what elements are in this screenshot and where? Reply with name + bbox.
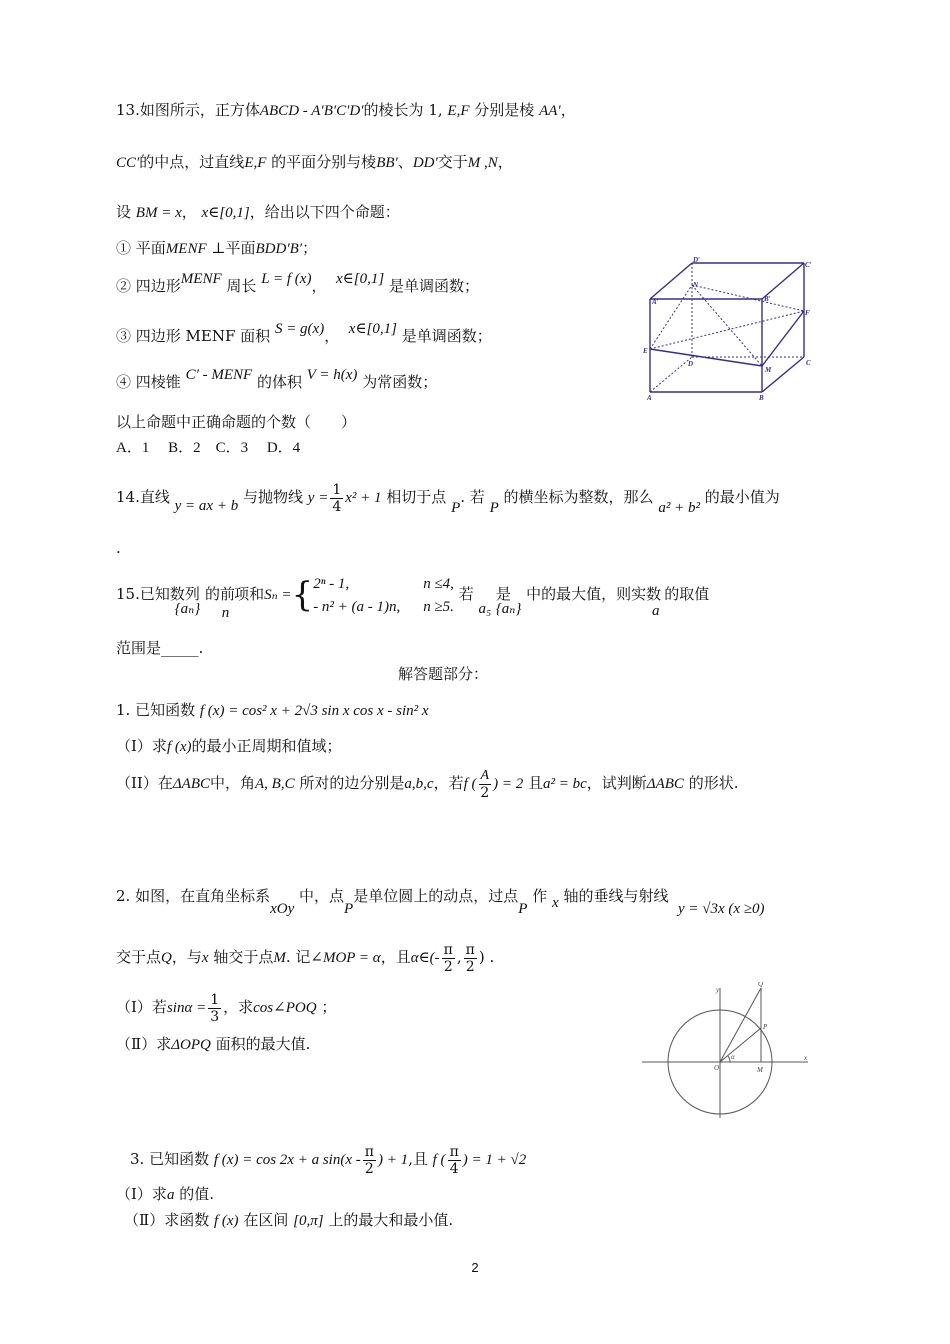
s1-text: ，若 (433, 774, 464, 792)
q13-math: L = f (x) (261, 271, 312, 287)
cube-label: M (765, 366, 772, 374)
s1-text: 的最小正周期和值域； (191, 737, 342, 755)
q13-text: ， (311, 277, 327, 295)
s3-math: ) = 1 + √2 (462, 1152, 527, 1168)
fraction-numerator: π (443, 941, 453, 958)
cube-label: C (806, 359, 811, 367)
s2-text: 是单位圆上的动点，过点 (353, 887, 519, 905)
axis-label: y (716, 986, 720, 994)
s1-math: ) = 2 (493, 776, 524, 792)
s2-math: ΔOPQ (171, 1037, 211, 1053)
fraction-numerator: A (480, 767, 490, 783)
s1-text: 且 (527, 774, 543, 792)
q15-text: 若 (458, 585, 474, 603)
q13-line3 (116, 202, 400, 223)
q14-math: P (451, 500, 461, 516)
s2-text: 作 (532, 887, 548, 905)
q13-text: 为常函数； (362, 373, 438, 391)
fraction-numerator: π (364, 1143, 374, 1160)
s1-math: ΔABC (646, 776, 684, 792)
s3-math: [0,π] (293, 1213, 324, 1229)
s3-text: 3. 已知函数 (130, 1150, 210, 1168)
s2-text: 交于点 (116, 948, 162, 966)
q14-text: 的最小值为 (704, 488, 780, 506)
s1-text: 的形状. (688, 774, 739, 792)
s2-math: Q (161, 950, 172, 966)
fraction-denominator: 2 (364, 1160, 374, 1177)
q13-math: M ,N (467, 155, 498, 171)
s3-math: a (166, 1187, 175, 1203)
s1-math: f (x) (166, 739, 192, 755)
q13-math: BM = x (135, 205, 182, 221)
case-cond: n ≤4, (423, 576, 454, 592)
q13-prop3 (116, 318, 492, 345)
q14-blank: . (116, 539, 121, 557)
q13-math: MENF (165, 241, 207, 257)
q13-math: V = h(x) (306, 367, 358, 383)
s1-math: A, B,C (255, 776, 295, 792)
q13-math: E,F (447, 103, 470, 119)
s3-text: （Ⅱ）求函数 (124, 1211, 210, 1229)
s2-part1 (116, 988, 336, 1027)
s2-math: ) . (478, 948, 495, 966)
s3-text: ,且 (408, 1150, 428, 1168)
angle-label: α (731, 1053, 735, 1061)
s2-text: ，且 (380, 948, 411, 966)
s1-math: f ( (463, 776, 477, 792)
s1-part1 (116, 736, 342, 757)
s2-text: 2. 如图，在直角坐标系 (116, 887, 271, 905)
s3-math: f ( (432, 1152, 446, 1168)
q15-text: 是 (496, 585, 512, 603)
fraction-numerator: π (465, 941, 475, 958)
q13-prop4 (116, 364, 438, 391)
s2-math: y = √3x (x ≥0) (678, 901, 765, 917)
s2-text: ，求 (223, 998, 254, 1016)
q15-text: 15.已知数列 (116, 585, 200, 603)
cube-label: C′ (805, 261, 812, 269)
fraction (442, 942, 455, 975)
s2-math: sinα = (166, 1000, 207, 1016)
case-expr: - n² + (a - 1)n, (313, 599, 401, 615)
s2-math: P (518, 901, 528, 917)
q15-text: 的前 (205, 585, 236, 603)
s2-math: P (344, 901, 354, 917)
q13-math: x∈[0,1] (336, 271, 385, 287)
s1-text: 中，角 (210, 774, 256, 792)
case-cond: n ≥5. (423, 599, 454, 615)
q13-text: 周长 (226, 277, 257, 295)
s2-text: ，与 (171, 948, 202, 966)
s2-text: （Ⅰ）若 (116, 998, 167, 1016)
fraction-denominator: 4 (449, 1160, 459, 1177)
q13-text: ① 平面 (116, 239, 166, 257)
q13-math: AA′ (539, 103, 561, 119)
q13-math: S = g(x) (274, 321, 325, 337)
q14-text: 14.直线 (116, 488, 170, 506)
q13-text: ， (560, 101, 576, 119)
point-label: M (757, 1066, 763, 1074)
q13-math: BB′ (376, 155, 398, 171)
fraction-denominator: 3 (210, 1008, 220, 1025)
q13-math: MENF (180, 271, 222, 287)
s3-math: ) + 1 (377, 1152, 409, 1168)
q13-text: ； (302, 239, 318, 257)
fraction (479, 768, 492, 801)
point-label: Q (758, 982, 764, 988)
q13-text: 13.如图所示，正方体 (116, 101, 260, 119)
fraction (464, 942, 477, 975)
q13-text: 交于 (437, 153, 468, 171)
page-number: 2 (471, 1260, 479, 1275)
s2-part2 (116, 1034, 310, 1055)
fraction-numerator: 1 (210, 991, 220, 1008)
s1-math: f (x) = cos² x + 2√3 sin x cos x - sin² x (199, 703, 429, 719)
s1-text: 1. 已知函数 (116, 701, 196, 719)
s2-math: , (456, 948, 462, 966)
q15-text: 中的最大值，则实数 (526, 585, 662, 603)
q13-math: ABCD - A′B′C′D′ (259, 103, 364, 119)
q13-text: ⊥平面 (211, 239, 256, 257)
s2-text: . 记 (285, 948, 311, 966)
s2-text: 中，点 (299, 887, 345, 905)
unit-circle-figure (636, 982, 816, 1122)
q13-text: 是单调函数； (401, 327, 492, 345)
s2-text: 轴的垂线与射线 (563, 887, 669, 905)
s1-line (116, 700, 429, 721)
q13-text: ② 四边形 (116, 277, 181, 295)
s1-math: ΔABC (172, 776, 210, 792)
q15-line (116, 566, 709, 623)
s2-text: ； (321, 998, 337, 1016)
s1-text: （II）在 (116, 774, 173, 792)
cube-label: D (688, 360, 694, 368)
q15-math: n (221, 605, 230, 621)
fraction-denominator: 4 (332, 498, 342, 515)
point-label: P (763, 1023, 768, 1031)
s3-part2 (124, 1210, 453, 1231)
q15-math: a₅ (478, 601, 492, 617)
q13-math: E,F (244, 155, 267, 171)
s2-text: 面积的最大值. (215, 1035, 311, 1053)
q13-text: 分别是棱 (474, 101, 535, 119)
s1-text: （I）求 (116, 737, 167, 755)
q14-math: P (489, 500, 499, 516)
s2-text: 轴交于点 (213, 948, 274, 966)
s3-text: 在区间 (243, 1211, 289, 1229)
q13-prop2 (116, 268, 479, 295)
s3-text: （Ⅰ）求 (116, 1185, 167, 1203)
q14-math: a² + b² (658, 500, 700, 516)
fraction (330, 482, 343, 515)
s2-math: α∈(- (410, 950, 440, 966)
s1-math: a,b,c (404, 776, 434, 792)
q15-math: Sₙ = (264, 587, 292, 603)
q13-math: DD′ (412, 155, 438, 171)
cube-label: E (643, 347, 648, 355)
cube-label: B′ (764, 295, 771, 303)
q15-text: 的取值 (664, 585, 710, 603)
s2-math: x (201, 950, 209, 966)
q13-options: A．1 B．2 C．3 D．4 (116, 440, 301, 456)
s3-math: f (x) = cos 2x + a sin(x - (213, 1152, 361, 1168)
q14-text: . 若 (460, 488, 485, 506)
fraction-denominator: 2 (443, 958, 453, 975)
cube-label: D′ (693, 256, 701, 264)
q14-math: x² + 1 (345, 490, 382, 506)
q13-math: C′ - MENF (185, 367, 253, 383)
q13-text: ③ 四边形 MENF 面积 (116, 327, 271, 345)
s2-math: ∠MOP = α (310, 950, 381, 966)
q15-line2: 范围是_____. (116, 639, 204, 657)
s2-math: xOy (270, 901, 295, 917)
q13-question: 以上命题中正确命题的个数（ ） (116, 413, 357, 431)
q13-math: CC′ (116, 155, 140, 171)
s1-text: ，试判断 (586, 774, 647, 792)
q13-math: x∈[0,1] (348, 321, 397, 337)
q13-prop1 (116, 238, 317, 259)
cube-label: A (647, 394, 652, 402)
piecewise-cases (313, 572, 454, 618)
q13-text: ， (181, 203, 197, 221)
q13-text: ④ 四棱锥 (116, 373, 181, 391)
q13-math: BDD′B′ (255, 241, 303, 257)
fraction (363, 1144, 376, 1177)
s1-text: 所对的边分别是 (299, 774, 405, 792)
s2-text: （Ⅱ）求 (116, 1035, 172, 1053)
s2-line1 (116, 886, 765, 917)
q15-math: {aₙ} (495, 601, 522, 617)
s2-line2 (116, 938, 494, 977)
q14-math: y = ax + b (174, 498, 239, 514)
q13-line1 (116, 100, 576, 121)
fraction (208, 992, 221, 1025)
q14-text: 与抛物线 (242, 488, 303, 506)
s2-math: x (551, 895, 559, 911)
case-expr: 2ⁿ - 1, (313, 576, 350, 592)
q13-text: 是单调函数； (388, 277, 479, 295)
s3-text: 的值. (179, 1185, 214, 1203)
q13-text: 的中点，过直线 (139, 153, 245, 171)
s3-line (130, 1140, 526, 1179)
s1-part2 (116, 764, 739, 803)
s3-part1 (116, 1184, 214, 1205)
fraction (448, 1144, 461, 1177)
q14-text: 的横坐标为整数，那么 (503, 488, 654, 506)
s2-math: cos∠POQ (253, 1000, 317, 1016)
s3-math: f (x) (213, 1213, 239, 1229)
cube-label: B (759, 394, 764, 402)
q14-text: 相切于点 (386, 488, 447, 506)
fraction-numerator: 1 (332, 481, 342, 498)
s1-math: a² = bc (543, 776, 587, 792)
q13-text: ，给出以下四个命题： (249, 203, 400, 221)
s2-math: M (273, 950, 286, 966)
cube-label: F (805, 309, 810, 317)
q14-math: y = (307, 490, 329, 506)
q13-text: 的平面分别与棱 (271, 153, 377, 171)
fraction-numerator: π (449, 1143, 459, 1160)
axis-label: x (804, 1054, 808, 1062)
q14-line (116, 478, 780, 517)
brace: { (291, 575, 314, 615)
fraction-denominator: 2 (465, 958, 475, 975)
q13-text: 设 (116, 203, 132, 221)
q13-text: ， (324, 327, 340, 345)
cube-label: N (693, 281, 699, 289)
s3-text: 上的最大和最小值. (328, 1211, 454, 1229)
q13-math: x∈[0,1] (201, 205, 250, 221)
q13-text: 的体积 (256, 373, 302, 391)
q13-text: 的棱长为 1, (363, 101, 443, 119)
q15-text: 项和 (234, 585, 265, 603)
q13-line2 (116, 152, 513, 173)
cube-label: A′ (652, 298, 659, 306)
q15-math: a (651, 603, 660, 619)
q13-text: ， (497, 153, 513, 171)
q15-math: {aₙ} (174, 601, 201, 617)
section-heading: 解答题部分： (398, 665, 489, 683)
point-label: O (714, 1064, 720, 1072)
fraction-denominator: 2 (480, 784, 490, 801)
cube-figure (640, 255, 820, 405)
q13-text: 、 (397, 153, 413, 171)
